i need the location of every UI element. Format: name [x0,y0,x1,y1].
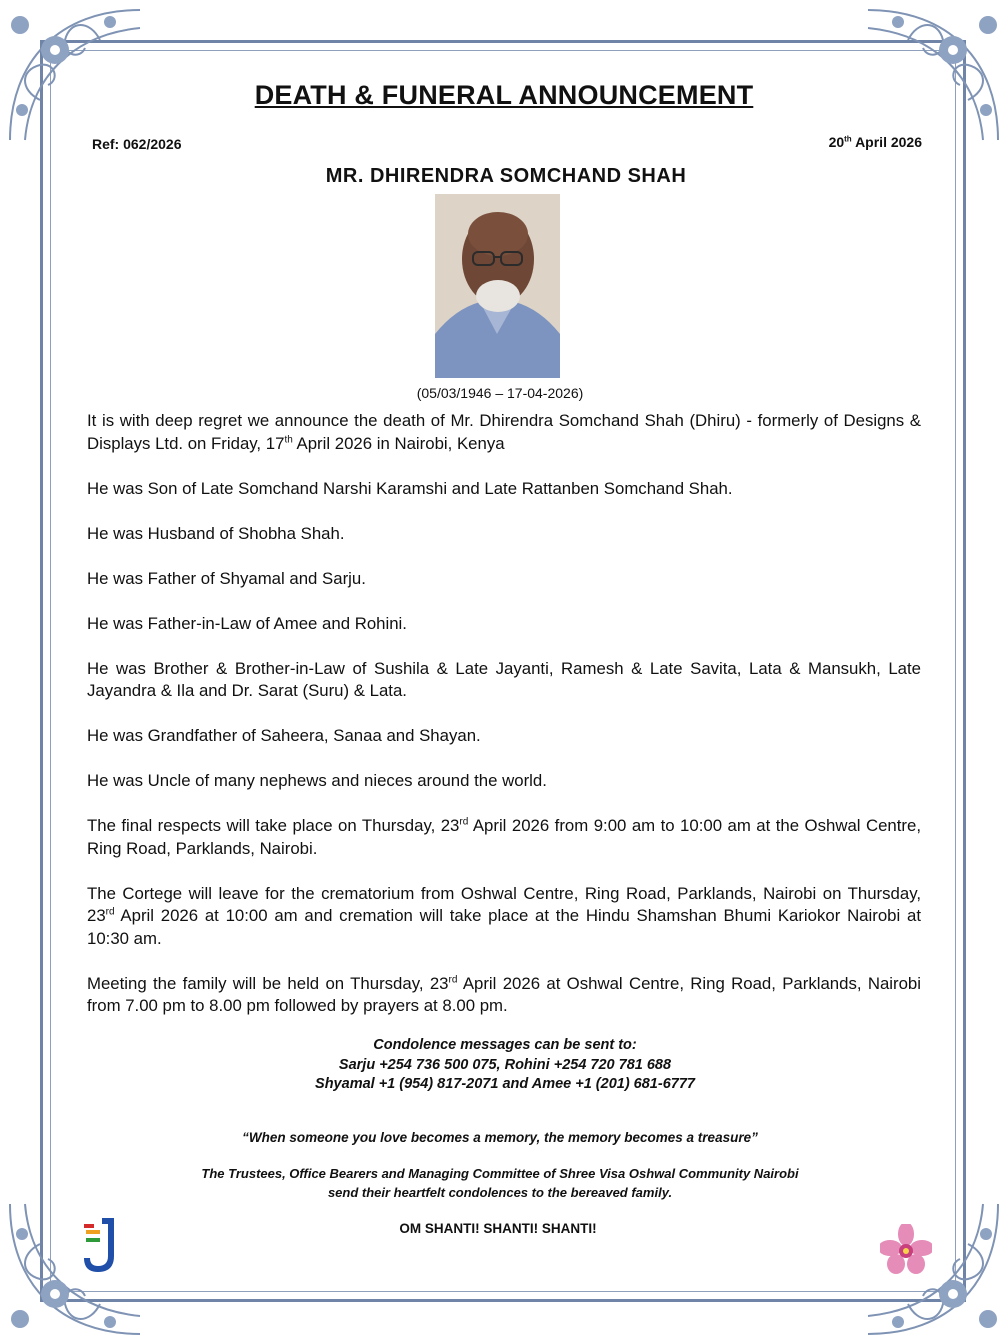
floral-corner-ornament-top-right [858,0,1008,150]
trustees-message [0,1164,1000,1202]
announcement-body [87,410,921,1040]
paragraph-in-laws: He was Father-in-Law of Amee and Rohini. [87,613,407,633]
trustees-message-line: send their heartfelt condolences to the bereaved family. [327,1185,673,1200]
community-logo-icon [80,1216,120,1276]
condolence-heading: Condolence messages can be sent to: [373,1037,637,1053]
closing-prayer: OM SHANTI! SHANTI! SHANTI! [399,1221,597,1236]
life-dates: (05/03/1946 – 17-04-2026) [416,385,584,401]
paragraph-death-notice: It is with deep regret we announce the death of Mr. Dhirendra Somchand Shah (Dhiru) - formerly of Designs & Displays Ltd. on Friday, 17th April 2026 in Nairobi, Kenya [87,411,921,453]
reference-number: Ref: 062/2026 [92,136,182,152]
announcement-date: 20th April 2026 [828,134,922,150]
paragraph-family-meeting: Meeting the family will be held on Thursday, 23rd April 2026 at Oshwal Centre, Ring Road, Parklands, Nairobi from 7.00 pm to 8.00 pm followed by prayers at 8.00 pm. [87,973,921,1015]
paragraph-spouse: He was Husband of Shobha Shah. [87,523,345,543]
paragraph-children: He was Father of Shyamal and Sarju. [87,568,366,588]
orchid-flower-icon [880,1224,932,1276]
condolence-contact-line: Shyamal +1 (954) 817-2071 and Amee +1 (201) 681-6777 [315,1076,695,1092]
memorial-quote: “When someone you love becomes a memory, the memory becomes a treasure” [242,1130,758,1145]
paragraph-grandchildren: He was Grandfather of Saheera, Sanaa and Shayan. [87,726,481,745]
condolence-contact-line: Sarju +254 736 500 075, Rohini +254 720 781 688 [338,1056,672,1073]
trustees-message-line: The Trustees, Office Bearers and Managing Committee of Shree Visa Oshwal Community Nairobi [201,1166,799,1181]
floral-corner-ornament-bottom-left [0,1194,150,1344]
condolence-contacts [0,1036,1008,1095]
paragraph-relatives: He was Uncle of many nephews and nieces around the world. [87,771,547,790]
paragraph-parents: He was Son of Late Somchand Narshi Karamshi and Late Rattanben Somchand Shah. [87,478,733,498]
paragraph-siblings: He was Brother & Brother-in-Law of Sushila & Late Jayanti, Ramesh & Late Savita, Lata & Mansukh, Late Jayandra & Ila and Dr. Sarat (Suru) & Lata. [87,658,921,700]
deceased-name: MR. DHIRENDRA SOMCHAND SHAH [325,165,687,187]
portrait-photo [435,194,560,378]
floral-corner-ornament-top-left [0,0,150,150]
paragraph-final-respects: The final respects will take place on Thursday, 23rd April 2026 from 9:00 am to 10:00 am at the Oshwal Centre, Ring Road, Parklands, Nairobi. [87,816,921,858]
paragraph-cortege: The Cortege will leave for the crematorium from Oshwal Centre, Ring Road, Parklands, Nairobi on Thursday, 23rd April 2026 at 10:00 am and cremation will take place at the Hindu Shamshan Bhumi Kariokor Nairobi at 10:30 am. [87,883,921,948]
announcement-title: DEATH & FUNERAL ANNOUNCEMENT [254,80,754,110]
